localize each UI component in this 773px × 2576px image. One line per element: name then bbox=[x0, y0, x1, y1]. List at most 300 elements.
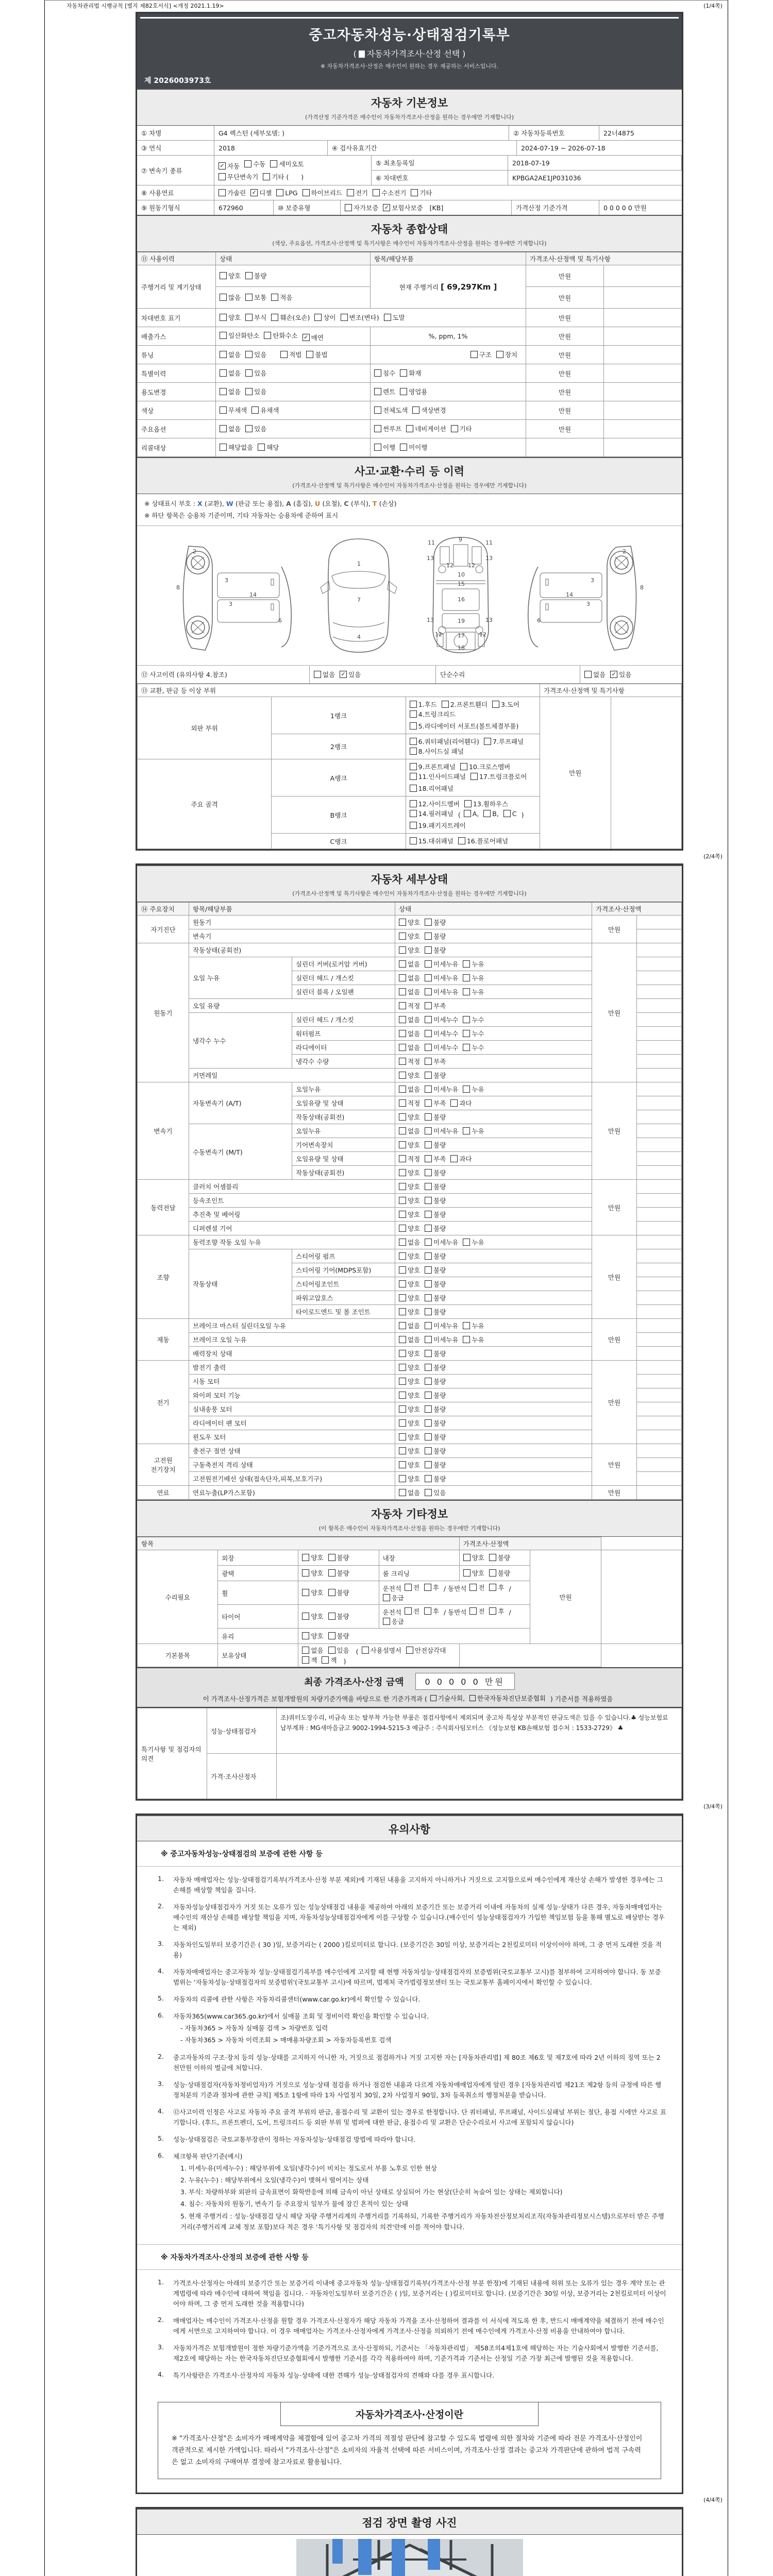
checkbox-A,[interactable] bbox=[464, 810, 471, 817]
checkbox-양호[interactable] bbox=[399, 933, 406, 940]
item-cell: %, ppm, 1% bbox=[371, 327, 526, 346]
panel-item-line bbox=[410, 761, 536, 783]
checkbox-없음[interactable] bbox=[399, 1239, 406, 1246]
option-label: 불량 bbox=[433, 1210, 446, 1218]
checkbox-누수[interactable] bbox=[463, 1016, 470, 1023]
checkbox-네비게이션[interactable] bbox=[406, 425, 413, 432]
checkbox-없음[interactable] bbox=[584, 671, 592, 678]
checkbox-하이브리드[interactable] bbox=[303, 189, 310, 196]
checkbox-미세누유[interactable] bbox=[425, 988, 432, 995]
column-header: 항목 bbox=[138, 1537, 460, 1550]
checkbox-썬루프[interactable] bbox=[374, 425, 381, 432]
checkbox-미세누유[interactable] bbox=[425, 1336, 432, 1343]
opinion-who: 가격·조사산정자 bbox=[207, 1754, 277, 1799]
checkbox-불량[interactable] bbox=[425, 1197, 432, 1204]
checkbox-양호[interactable] bbox=[399, 1211, 406, 1218]
option-불량 bbox=[245, 271, 266, 280]
legend-code-W: W bbox=[226, 500, 236, 507]
option-유채색 bbox=[251, 405, 279, 415]
option-누유 bbox=[463, 1335, 484, 1344]
checkbox-안전삼각대[interactable] bbox=[406, 1647, 413, 1654]
checkbox-누유[interactable] bbox=[463, 1086, 470, 1093]
warranty-options bbox=[341, 200, 512, 215]
checkbox-렌트[interactable] bbox=[374, 388, 381, 395]
vin-value: KPBGA2AE1JP031036 bbox=[512, 174, 581, 182]
option-label: 수동 bbox=[253, 160, 266, 168]
checkbox-적음[interactable] bbox=[271, 294, 278, 301]
checkbox-자가보증[interactable] bbox=[345, 204, 352, 211]
checkbox-없음[interactable] bbox=[399, 960, 406, 968]
checkbox-양호[interactable] bbox=[399, 1113, 406, 1121]
status-code-legend bbox=[137, 494, 682, 526]
checkbox-불량[interactable] bbox=[328, 1632, 335, 1639]
checkbox-8.사이드실 패널[interactable] bbox=[410, 748, 417, 755]
checkbox-양호[interactable] bbox=[399, 1378, 406, 1385]
option-label: 불량 bbox=[254, 272, 267, 280]
checkbox-7.루프패널[interactable] bbox=[484, 738, 491, 745]
checkbox-불량[interactable] bbox=[425, 1447, 432, 1454]
checkbox-양호[interactable] bbox=[399, 1294, 406, 1301]
item-label: 실린더 블록 / 오일팬 bbox=[292, 985, 395, 999]
option-불량 bbox=[425, 1279, 446, 1289]
checkbox-일산화탄소[interactable] bbox=[220, 332, 227, 339]
checkbox-누유[interactable] bbox=[463, 960, 470, 968]
checkbox-누유[interactable] bbox=[463, 1127, 470, 1134]
checkbox-미세누유[interactable] bbox=[425, 1239, 432, 1246]
inline-text: 운전석 bbox=[382, 1608, 401, 1616]
checkbox-불량[interactable] bbox=[425, 1405, 432, 1413]
checkbox-없음[interactable] bbox=[314, 671, 321, 678]
checkbox-불량[interactable] bbox=[425, 1350, 432, 1357]
checkbox-양호[interactable] bbox=[399, 1072, 406, 1079]
diagram-number-16: 16 bbox=[457, 596, 465, 603]
checkbox-양호[interactable] bbox=[399, 1405, 406, 1413]
checkbox-양호[interactable] bbox=[399, 1461, 406, 1468]
checkbox-부식[interactable] bbox=[245, 314, 253, 321]
panel-item-line bbox=[410, 720, 536, 732]
option-15.대쉬패널 bbox=[410, 836, 453, 845]
checkbox-이행[interactable] bbox=[374, 444, 381, 451]
option-불량 bbox=[425, 945, 446, 955]
checkbox-전[interactable] bbox=[405, 1607, 412, 1615]
checkbox-양호[interactable] bbox=[399, 946, 406, 954]
checkbox-없음[interactable] bbox=[220, 388, 227, 395]
option-후 bbox=[489, 1606, 504, 1616]
checkbox-전기[interactable] bbox=[347, 189, 354, 196]
checkbox-후[interactable] bbox=[489, 1584, 496, 1591]
checkbox-기타[interactable] bbox=[451, 425, 458, 432]
checkbox-미세누수[interactable] bbox=[425, 1016, 432, 1023]
notice-text: 성능·상태점검은 국토교통부장관이 정하는 자동차성능·상태점검 방법에 따라야 합니다. bbox=[173, 2135, 416, 2143]
checkbox-19.패키지트레이[interactable] bbox=[410, 822, 417, 829]
option-label: 양호 bbox=[311, 1589, 324, 1597]
checkbox-15.대쉬패널[interactable] bbox=[410, 837, 417, 844]
checkbox-적정[interactable] bbox=[399, 1058, 406, 1065]
checkbox-양호[interactable] bbox=[399, 919, 406, 926]
checkbox-없음[interactable] bbox=[220, 351, 227, 358]
checkbox-색상변경[interactable] bbox=[412, 406, 419, 414]
checkbox-양호[interactable] bbox=[399, 1392, 406, 1399]
checkbox-잭[interactable] bbox=[302, 1656, 309, 1664]
checkbox-양호[interactable] bbox=[399, 1280, 406, 1287]
notes-cell bbox=[637, 1416, 682, 1430]
checkbox-18.리어패널[interactable] bbox=[410, 785, 417, 792]
checkbox-양호[interactable] bbox=[463, 1554, 470, 1561]
checkbox-양호[interactable] bbox=[399, 1197, 406, 1204]
option-해당 bbox=[258, 443, 279, 452]
checkbox-적법[interactable] bbox=[280, 351, 288, 358]
checkbox-17.트렁크플로어[interactable] bbox=[470, 773, 478, 780]
checkbox-없음[interactable] bbox=[399, 1044, 406, 1051]
checkbox-누유[interactable] bbox=[463, 1336, 470, 1343]
checkbox-불량[interactable] bbox=[425, 1378, 432, 1385]
checkbox-불량[interactable] bbox=[425, 1364, 432, 1371]
checkbox-침수[interactable] bbox=[374, 369, 381, 377]
checkbox-3.도어[interactable] bbox=[492, 701, 499, 708]
checkbox-양호[interactable] bbox=[399, 1419, 406, 1427]
notes-cell bbox=[637, 985, 682, 999]
option-label: 미세누유 bbox=[433, 1335, 459, 1344]
checkbox-불량[interactable] bbox=[425, 1266, 432, 1274]
checkbox-불량[interactable] bbox=[425, 1211, 432, 1218]
checkbox-세미오토[interactable] bbox=[270, 160, 277, 167]
checkbox-없음[interactable] bbox=[399, 1336, 406, 1343]
notes-cell bbox=[604, 364, 682, 383]
checkbox-양호[interactable] bbox=[399, 1183, 406, 1190]
option-미세누유 bbox=[425, 973, 458, 982]
checkbox-누유[interactable] bbox=[463, 1239, 470, 1246]
price-cell: 만원 bbox=[526, 401, 604, 420]
diagram-number-13: 13 bbox=[485, 555, 493, 562]
sub-group-label: 수동변속기 (M/T) bbox=[189, 1124, 292, 1180]
checkbox-없음[interactable] bbox=[302, 1647, 309, 1654]
checkbox-양호[interactable] bbox=[399, 1364, 406, 1371]
checkbox-영업용[interactable] bbox=[400, 388, 407, 395]
checkbox-불량[interactable] bbox=[425, 1169, 432, 1176]
diagram-number-1: 1 bbox=[357, 561, 361, 567]
checkbox-없음[interactable] bbox=[399, 1016, 406, 1023]
checkbox-있음[interactable] bbox=[340, 671, 347, 678]
checkbox-자동[interactable] bbox=[219, 162, 226, 170]
checkbox-불량[interactable] bbox=[425, 946, 432, 954]
checkbox-전[interactable] bbox=[469, 1584, 477, 1591]
checkbox-미세누수[interactable] bbox=[425, 1044, 432, 1051]
checkbox-후[interactable] bbox=[489, 1607, 496, 1615]
checkbox-미세누수[interactable] bbox=[425, 1030, 432, 1037]
checkbox-미세누유[interactable] bbox=[425, 1322, 432, 1329]
option-불량 bbox=[425, 1391, 446, 1400]
checkbox-누수[interactable] bbox=[463, 1044, 470, 1051]
option-없음 bbox=[399, 1321, 420, 1330]
option-누유 bbox=[463, 1321, 484, 1330]
checkbox-양호[interactable] bbox=[302, 1632, 309, 1639]
panel-item-line bbox=[410, 783, 536, 794]
checkbox-불량[interactable] bbox=[425, 1072, 432, 1079]
checkbox-응급[interactable] bbox=[383, 1594, 390, 1601]
option-label: 불량 bbox=[433, 1391, 446, 1399]
checkbox-수소전기[interactable] bbox=[373, 189, 380, 196]
checkbox-불량[interactable] bbox=[245, 272, 253, 279]
checkbox-양호[interactable] bbox=[399, 1225, 406, 1232]
column-header: ⑪ 사용이력 bbox=[138, 252, 216, 265]
option-미세누수 bbox=[425, 1029, 458, 1038]
checkbox-불량[interactable] bbox=[425, 933, 432, 940]
checkbox-없음[interactable] bbox=[399, 1489, 406, 1496]
checkbox-구조[interactable] bbox=[470, 351, 478, 358]
checkbox-양호[interactable] bbox=[399, 1266, 406, 1274]
checkbox-미세누유[interactable] bbox=[425, 974, 432, 981]
state-options bbox=[395, 1444, 592, 1458]
item-label: 오일누유 bbox=[292, 1124, 395, 1138]
option-양호 bbox=[302, 1553, 323, 1562]
option-label: 양호 bbox=[408, 1419, 421, 1427]
checkbox-없음[interactable] bbox=[399, 988, 406, 995]
notice-body bbox=[173, 2011, 429, 2046]
checkbox-있음[interactable] bbox=[245, 425, 253, 432]
checkbox-12.사이드멤버[interactable] bbox=[410, 800, 417, 807]
checkbox-누수[interactable] bbox=[463, 1030, 470, 1037]
checkbox-불량[interactable] bbox=[489, 1569, 496, 1577]
checkbox-무단변속기[interactable] bbox=[219, 173, 226, 180]
checkbox-2.프론트휀더[interactable] bbox=[442, 701, 449, 708]
checkbox-변조(변타)[interactable] bbox=[341, 314, 348, 321]
checkbox-잭[interactable] bbox=[322, 1656, 329, 1664]
diagram-number-7: 7 bbox=[357, 597, 361, 603]
option-11.인사이드패널 bbox=[410, 772, 466, 781]
checkbox-양호[interactable] bbox=[220, 272, 227, 279]
checkbox-없음[interactable] bbox=[220, 425, 227, 432]
checkbox-있음[interactable] bbox=[245, 369, 253, 377]
checkbox-불량[interactable] bbox=[425, 1433, 432, 1440]
option-없음 bbox=[399, 1238, 420, 1247]
option-label: 불량 bbox=[337, 1613, 349, 1620]
checkbox-부족[interactable] bbox=[425, 1099, 432, 1107]
legend-prefix: ※ 상태표시 부호 : bbox=[144, 500, 198, 507]
checkbox-양호[interactable] bbox=[302, 1613, 309, 1620]
checkbox-전[interactable] bbox=[469, 1607, 477, 1615]
checkbox-불량[interactable] bbox=[425, 1392, 432, 1399]
option-label: 침수 bbox=[383, 369, 396, 377]
checkbox-화재[interactable] bbox=[400, 369, 407, 377]
checkbox-누유[interactable] bbox=[463, 988, 470, 995]
checkbox-불량[interactable] bbox=[425, 1294, 432, 1301]
checkbox-누유[interactable] bbox=[463, 974, 470, 981]
checkbox-후[interactable] bbox=[424, 1607, 431, 1615]
notes-cell bbox=[604, 383, 682, 401]
checkbox-보통[interactable] bbox=[245, 294, 253, 301]
checkbox-상이[interactable] bbox=[314, 314, 322, 321]
checkbox-양호[interactable] bbox=[399, 1308, 406, 1315]
checkbox-양호[interactable] bbox=[399, 1433, 406, 1440]
option-label: 불량 bbox=[497, 1569, 511, 1577]
notice-item bbox=[158, 2080, 666, 2100]
checkbox-6.쿼터패널(리어휀다)[interactable] bbox=[410, 738, 417, 745]
checkbox-기타[interactable] bbox=[411, 189, 418, 196]
checkbox-없음[interactable] bbox=[220, 369, 227, 377]
checkbox-전체도색[interactable] bbox=[374, 406, 381, 414]
checkbox-불량[interactable] bbox=[425, 1113, 432, 1121]
transmission-line2 bbox=[219, 172, 308, 182]
checkbox-불량[interactable] bbox=[425, 1183, 432, 1190]
notes-cell bbox=[637, 1069, 682, 1082]
checkbox-있음[interactable] bbox=[328, 1647, 335, 1654]
option-응급 bbox=[383, 1593, 404, 1602]
year-label: ③ 연식 bbox=[137, 141, 214, 155]
option-label: 양호 bbox=[408, 1349, 421, 1358]
checkbox-양호[interactable] bbox=[399, 1447, 406, 1454]
checkbox-과다[interactable] bbox=[450, 1155, 458, 1162]
checkbox-수동[interactable] bbox=[244, 160, 251, 167]
checkbox-C[interactable] bbox=[503, 810, 511, 817]
checkbox-적정[interactable] bbox=[399, 1002, 406, 1009]
diagram-number-3: 3 bbox=[586, 601, 590, 607]
option-양호 bbox=[399, 1293, 420, 1302]
checkbox-유채색[interactable] bbox=[251, 406, 259, 414]
checkbox-LPG[interactable] bbox=[276, 189, 283, 196]
checkbox-없음[interactable] bbox=[399, 974, 406, 981]
checkbox-불량[interactable] bbox=[425, 1475, 432, 1482]
option-누유 bbox=[463, 973, 484, 982]
checkbox-불량[interactable] bbox=[425, 1141, 432, 1148]
checkbox-불량[interactable] bbox=[425, 1225, 432, 1232]
checkbox-디젤[interactable] bbox=[250, 189, 258, 196]
checkbox-불량[interactable] bbox=[328, 1554, 335, 1561]
checkbox-무채색[interactable] bbox=[220, 406, 227, 414]
checkbox-불량[interactable] bbox=[425, 1280, 432, 1287]
checkbox-불량[interactable] bbox=[489, 1554, 496, 1561]
checkbox-양호[interactable] bbox=[463, 1569, 470, 1577]
checkbox-탄화수소[interactable] bbox=[264, 332, 271, 339]
checkbox-사용설명서[interactable] bbox=[362, 1647, 369, 1654]
title-note: ※ 자동차가격조사·산정은 매수인이 원하는 경우 제공하는 서비스입니다. bbox=[320, 63, 499, 70]
checkbox-후[interactable] bbox=[424, 1584, 431, 1591]
checkbox-없음[interactable] bbox=[399, 1030, 406, 1037]
checkbox-불량[interactable] bbox=[328, 1589, 335, 1596]
checkbox-기타 ( )[interactable] bbox=[263, 173, 270, 180]
checkbox-적정[interactable] bbox=[399, 1155, 406, 1162]
checkbox-있음[interactable] bbox=[610, 671, 617, 678]
checkbox-1.후드[interactable] bbox=[410, 701, 417, 708]
checkbox-불법[interactable] bbox=[306, 351, 313, 358]
checkbox-16.플로어패널[interactable] bbox=[458, 837, 465, 844]
column-header: 항목/해당부품 bbox=[189, 903, 395, 916]
checkbox-4.트렁크리드[interactable] bbox=[410, 710, 417, 718]
checkbox-과다[interactable] bbox=[450, 1099, 458, 1107]
option-렌트 bbox=[374, 387, 395, 396]
checkbox-보험사보증[interactable] bbox=[383, 204, 390, 211]
state-options bbox=[395, 1069, 592, 1082]
checkbox-불량[interactable] bbox=[425, 1252, 432, 1260]
checkbox-없음[interactable] bbox=[399, 1086, 406, 1093]
checkbox-B,[interactable] bbox=[483, 810, 491, 817]
checkbox-매연[interactable] bbox=[303, 334, 310, 341]
checkbox-응급[interactable] bbox=[383, 1618, 390, 1625]
checkbox-불량[interactable] bbox=[425, 1308, 432, 1315]
checkbox-부족[interactable] bbox=[425, 1002, 432, 1009]
notes-cell bbox=[637, 1458, 682, 1472]
checkbox-있음[interactable] bbox=[245, 351, 253, 358]
option-4.트렁크리드 bbox=[410, 709, 456, 719]
option-불량 bbox=[425, 1071, 446, 1080]
checkbox-9.프론트패널[interactable] bbox=[410, 763, 417, 770]
checkbox-14.필러패널[interactable] bbox=[410, 810, 417, 817]
option-이행 bbox=[374, 443, 395, 452]
checkbox-많음[interactable] bbox=[220, 294, 227, 301]
checkbox-양호[interactable] bbox=[302, 1569, 309, 1577]
checkbox-양호[interactable] bbox=[399, 1475, 406, 1482]
checkbox-양호[interactable] bbox=[220, 314, 227, 321]
option-부족 bbox=[425, 1098, 446, 1108]
item-label: 충전구 절연 상태 bbox=[189, 1444, 395, 1458]
checkbox-적정[interactable] bbox=[399, 1099, 406, 1107]
checkbox-부족[interactable] bbox=[425, 1058, 432, 1065]
checkbox-장치[interactable] bbox=[496, 351, 503, 358]
checkbox-미이행[interactable] bbox=[400, 444, 407, 451]
checkbox-불량[interactable] bbox=[328, 1613, 335, 1620]
checkbox-기술사회,[interactable] bbox=[430, 1695, 436, 1701]
diagram-number-12: 12 bbox=[434, 631, 442, 638]
checkbox-없음[interactable] bbox=[399, 1127, 406, 1134]
option-label: 과다 bbox=[459, 1155, 472, 1163]
item-label: 변속기 bbox=[189, 929, 395, 943]
option-label: 있음 bbox=[337, 1647, 349, 1654]
checkbox-10.크로스멤버[interactable] bbox=[460, 763, 467, 770]
option-잭 bbox=[302, 1655, 317, 1665]
checkbox-불량[interactable] bbox=[425, 919, 432, 926]
diagram-number-17: 17 bbox=[457, 632, 465, 639]
checkbox-누유[interactable] bbox=[463, 1322, 470, 1329]
checkbox-5.라디에이터 서포트(볼트체결부품)[interactable] bbox=[410, 722, 417, 730]
checkbox-불량[interactable] bbox=[328, 1569, 335, 1577]
panel-items bbox=[406, 796, 540, 834]
checkbox-양호[interactable] bbox=[399, 1350, 406, 1357]
state-options bbox=[216, 309, 526, 327]
checkbox-양호[interactable] bbox=[399, 1169, 406, 1176]
option-누유 bbox=[463, 1084, 484, 1094]
checkbox-13.휠하우스[interactable] bbox=[464, 800, 472, 807]
checkbox-한국자동차진단보증협회[interactable] bbox=[469, 1695, 476, 1701]
diagram-number-3: 3 bbox=[590, 577, 594, 584]
option-label: 15.대쉬패널 bbox=[418, 837, 453, 845]
checkbox-도말[interactable] bbox=[384, 314, 391, 321]
checkbox-양호[interactable] bbox=[399, 1141, 406, 1148]
checkbox-전[interactable] bbox=[405, 1584, 412, 1591]
checkbox-있음[interactable] bbox=[245, 388, 253, 395]
checkbox-양호[interactable] bbox=[399, 1252, 406, 1260]
checkbox-부족[interactable] bbox=[425, 1155, 432, 1162]
checkbox-가솔린[interactable] bbox=[219, 189, 226, 196]
checkbox-불량[interactable] bbox=[425, 1461, 432, 1468]
checkbox-있음[interactable] bbox=[425, 1489, 432, 1496]
checkbox-해당[interactable] bbox=[258, 444, 265, 451]
checkbox-해당없음[interactable] bbox=[220, 444, 227, 451]
checkbox-미세누유[interactable] bbox=[425, 960, 432, 968]
price-cell: 만원 bbox=[530, 1550, 601, 1644]
checkbox-불량[interactable] bbox=[425, 1419, 432, 1427]
detail-row bbox=[138, 1361, 682, 1375]
option-잭 bbox=[322, 1655, 337, 1665]
checkbox-미세누유[interactable] bbox=[425, 1127, 432, 1134]
checkbox-훼손(오손)[interactable] bbox=[271, 314, 278, 321]
option-양호 bbox=[399, 1196, 420, 1205]
checkbox-양호[interactable] bbox=[302, 1554, 309, 1561]
checkbox-없음[interactable] bbox=[399, 1322, 406, 1329]
checkbox-11.인사이드패널[interactable] bbox=[410, 773, 417, 780]
checkbox-미세누유[interactable] bbox=[425, 1086, 432, 1093]
checkbox-양호[interactable] bbox=[302, 1589, 309, 1596]
notice-number: 4. bbox=[158, 2107, 164, 2115]
option-label: 있음 bbox=[619, 671, 632, 679]
